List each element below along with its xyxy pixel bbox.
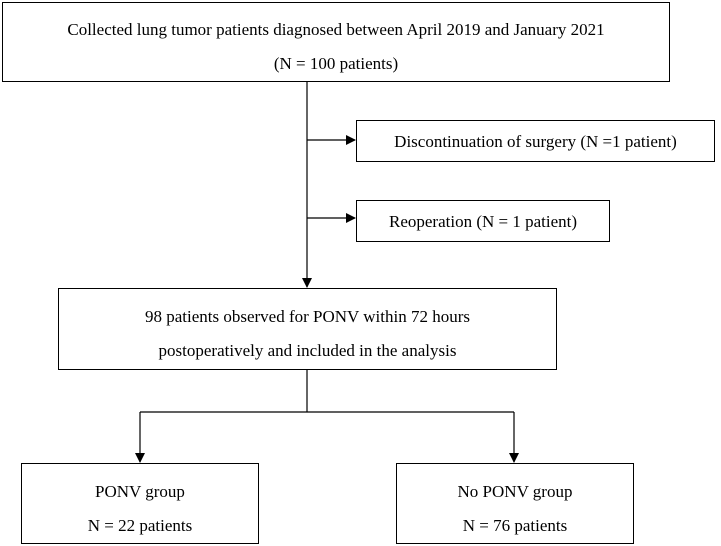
- start-box: [2, 2, 670, 82]
- analysis-box: [58, 288, 557, 370]
- no-ponv-group-name: No PONV group: [457, 482, 573, 501]
- no-ponv-group-box: [396, 463, 634, 544]
- exclusion-box-1: [356, 120, 715, 162]
- ponv-group-box: [21, 463, 259, 544]
- analysis-line-1: 98 patients observed for PONV within 72 hours: [144, 307, 471, 326]
- no-ponv-group-count: N = 76 patients: [462, 516, 568, 535]
- start-line-2: (N = 100 patients): [273, 54, 399, 73]
- ponv-group-count: N = 22 patients: [87, 516, 193, 535]
- analysis-line-2: postoperatively and included in the analysis: [158, 341, 457, 360]
- exclusion-box-2: [356, 200, 610, 242]
- exclusion-2-text: Reoperation (N = 1 patient): [388, 212, 578, 231]
- ponv-group-name: PONV group: [95, 482, 185, 501]
- exclusion-1-text: Discontinuation of surgery (N =1 patient): [394, 132, 677, 151]
- start-line-1: Collected lung tumor patients diagnosed between April 2019 and January 2021: [67, 20, 605, 39]
